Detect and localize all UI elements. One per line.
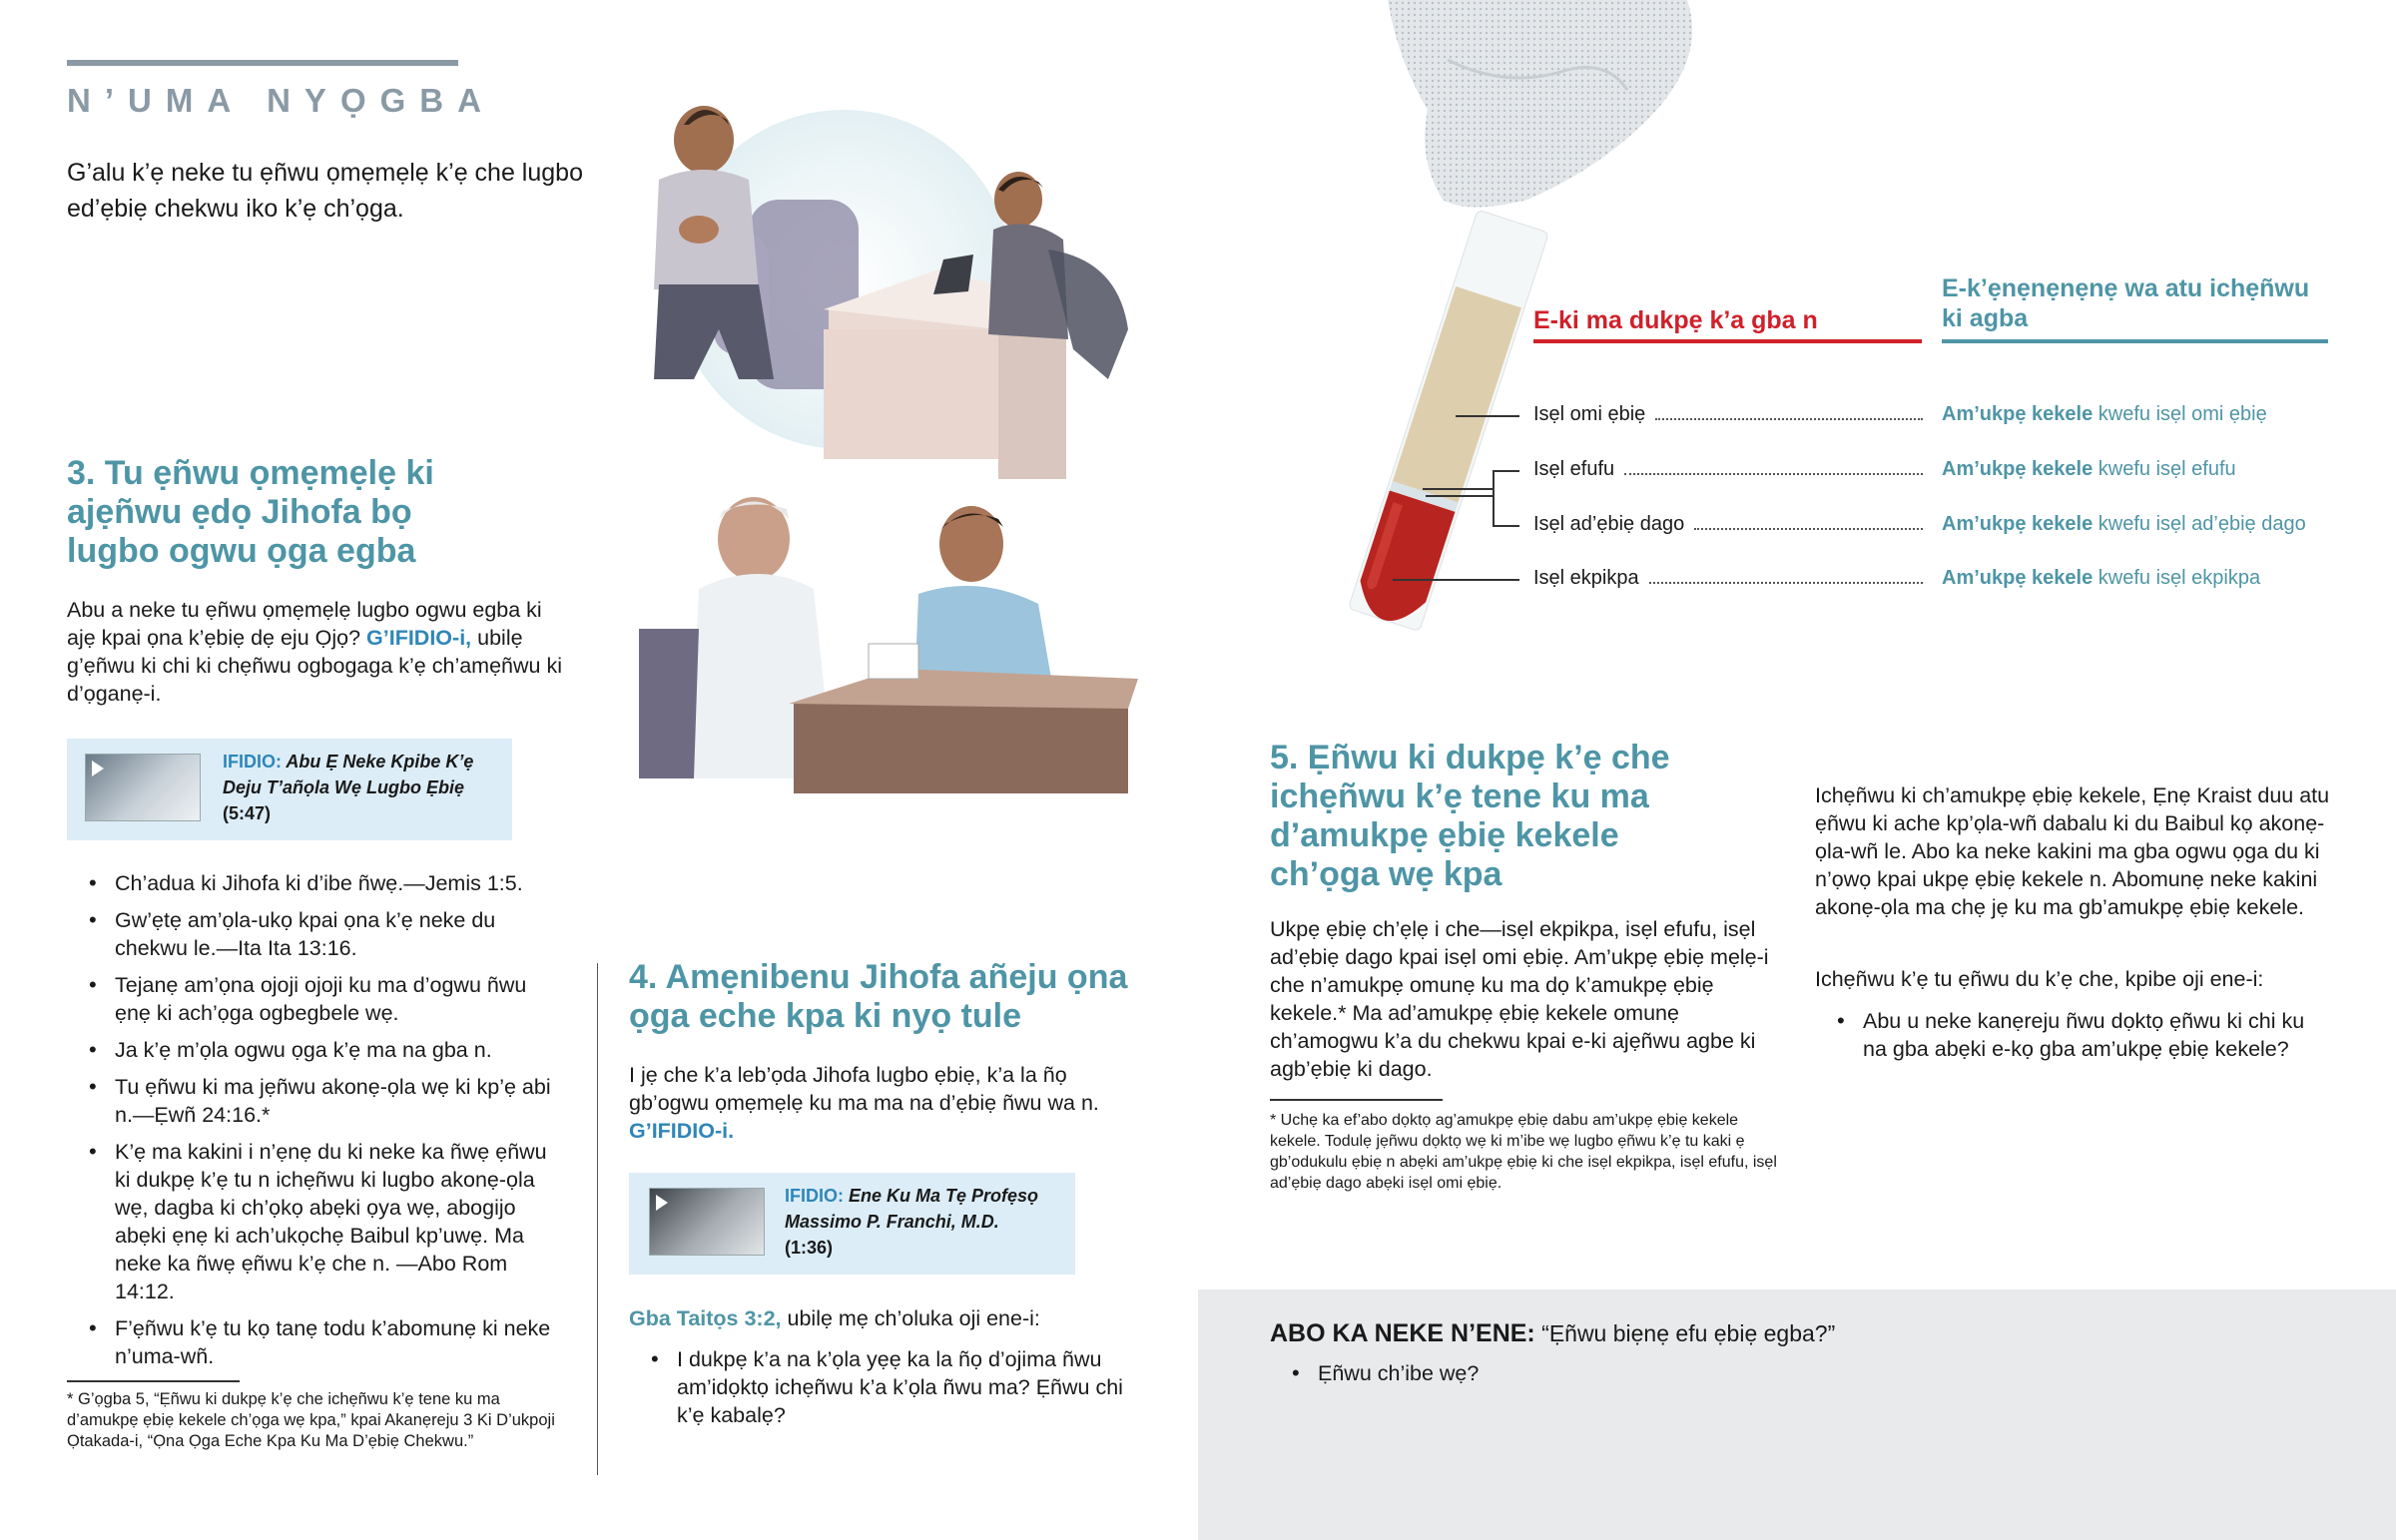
section-4-paragraph: [629, 1061, 1148, 1145]
section-3-paragraph: [67, 596, 566, 708]
discussion-text: “Ẹñwu biẹnẹ efu ẹbiẹ egba?”: [1541, 1320, 1836, 1346]
component-label: Isẹl omi ẹbiẹ: [1533, 403, 1646, 425]
footnote-rule: [67, 1380, 240, 1382]
leader-line: [1493, 470, 1519, 472]
fraction-row: [1942, 401, 2267, 427]
section-5-bullets: [1815, 1007, 2314, 1072]
component-row: [1533, 456, 1923, 482]
leader-line: [1493, 525, 1519, 527]
fraction-text: kwefu isẹl ad’ẹbiẹ dago: [2097, 513, 2306, 535]
fraction-row: [1942, 456, 2236, 482]
list-item: • Ch’adua ki Jihofa ki d’ibe ñwẹ.—Jemis 1:5.: [67, 869, 566, 897]
section-5-paragraph: Ukpẹ ẹbiẹ ch’ẹlẹ i che—isẹl ekpikpa, isẹl efufu, isẹl ad’ẹbiẹ dago kpai isẹl omi ẹbiẹ. Am’ukpẹ ẹbiẹ mẹlẹ-i che n’amukpẹ omunẹ ku ma dọ k’amukpẹ ẹbiẹ kekele.* Ma ad’amukpẹ ẹbiẹ kekele omunẹ ch’amogwu k’a du chekwu kpai e-ki ajẹñwu agbe ki agb’ẹbiẹ ki dago.: [1270, 917, 1769, 1081]
list-item: • Abu u neke kanẹreju ñwu dọktọ ẹñwu ki chi ku na gba abẹki e-kọ gba am’ukpẹ ẹbiẹ kekele?: [1815, 1007, 2314, 1063]
fraction-text: kwefu isẹl omi ẹbiẹ: [2097, 403, 2267, 425]
section-5-paragraph-3: Ichẹñwu k’ẹ tu ẹñwu du k’ẹ che, kpibe oji ene-i:: [1815, 967, 2264, 991]
fraction-text: kwefu isẹl efufu: [2097, 458, 2236, 480]
component-row: [1533, 401, 1923, 427]
list-item: • F’ẹñwu k’ẹ tu kọ tanẹ todu k’abomunẹ ki neke n’uma-wñ.: [67, 1314, 566, 1370]
list-item: • Tu ẹñwu ki ma jẹñwu akonẹ-ọla wẹ ki kp’ẹ abi n.—Ẹwñ 24:16.*: [67, 1073, 566, 1129]
red-column-rule: [1533, 339, 1922, 343]
fraction-bold: Am’ukpẹ kekele: [1942, 458, 2094, 480]
list-item: • K’ẹ ma kakini i n’ẹnẹ du ki neke ka ñwẹ ẹñwu ki dukpẹ k’ẹ tu n ichẹñwu ki lugbo akonẹ-ọla wẹ, dagba ki ch’ọkọ abẹki ọya wẹ, abogijo abẹki ẹnẹ ki ach’ukọchẹ Baibul kp’uwẹ. Ma neke ka ñwẹ ẹñwu k’ẹ che n. —Abo Rom 14:12.: [67, 1138, 566, 1305]
fraction-bold: Am’ukpẹ kekele: [1942, 513, 2094, 535]
list-item: • Ja k’ẹ m’ọla ogwu ọga k’ẹ ma na gba n.: [67, 1036, 566, 1064]
component-label: Isẹl ekpikpa: [1533, 567, 1639, 589]
list-item: • Gw’ẹtẹ am’ọla-ukọ kpai ọna k’ẹ neke du chekwu le.—Ita Ita 13:16.: [67, 906, 566, 962]
video-title[interactable]: Abu Ẹ Neke Kpibe K’ẹ Deju T’añọla Wẹ Lugbo Ẹbiẹ: [223, 752, 474, 797]
video-card-2[interactable]: [629, 1173, 1075, 1275]
component-label: Isẹl efufu: [1533, 458, 1615, 480]
leader-line: [1423, 488, 1493, 490]
section-5-heading: 5. Ẹñwu ki dukpẹ k’ẹ che ichẹñwu k’ẹ tene ku ma d’amukpẹ ẹbiẹ kekele ch’ọga wẹ kpa: [1270, 739, 1670, 893]
component-row: [1533, 565, 1923, 591]
page-title: N’UMA NYỌGBA: [67, 82, 495, 119]
footnote-2: * Uchẹ ka ef’abo dọktọ ag’amukpẹ ẹbiẹ dabu am’ukpẹ ẹbiẹ kekele kekele. Todulẹ jẹñwu dọktọ wẹ ki m’ibe wẹ lugbo ẹñwu k’ẹ tu kaki ẹ gb’odukulu ẹbiẹ n abẹki am’ukpẹ ẹbiẹ ki che isẹl ekpikpa, isẹl efufu, isẹl ad’ẹbiẹ dago abẹki isẹl omi ẹbiẹ.: [1270, 1112, 1777, 1192]
video-label: IFIDIO:: [785, 1186, 844, 1206]
video-card-1[interactable]: [67, 739, 512, 840]
fraction-text: kwefu isẹl ekpikpa: [2097, 567, 2261, 589]
consultation-illustration: [599, 80, 1178, 838]
play-icon[interactable]: [92, 761, 104, 776]
component-row: [1533, 511, 1923, 537]
section-5-paragraph-2: Ichẹñwu ki ch’amukpẹ ẹbiẹ kekele, Ẹnẹ Kraist duu atu ẹñwu ki ache kp’ọla-wñ dabalu ki du Baibul kọ akonẹ-ọla-wñ le. Abo ka neke kakini ma gba ogwu ọga du ki n’ọwọ kpai ukpẹ ẹbiẹ kekele n. Abomunẹ neke kakini akonẹ-ọla ma chẹ jẹ ku ma gb’amukpẹ ẹbiẹ kekele.: [1815, 783, 2330, 919]
video-title[interactable]: Ene Ku Ma Tẹ Profẹsọ Massimo P. Franchi, M.D.: [785, 1186, 1039, 1232]
section-3-bullets: [67, 869, 566, 1379]
leader-line: [1456, 415, 1519, 417]
leader-line: [1393, 579, 1519, 581]
list-item: • Tejanẹ am’ọna ojoji ojoji ku ma d’ogwu ñwu ẹnẹ ki ach’ọga ogbegbele wẹ.: [67, 971, 566, 1027]
video-thumbnail[interactable]: [85, 754, 201, 821]
footnote-1: * G’ọgba 5, “Ẹñwu ki dukpẹ k’ẹ che ichẹñwu k’ẹ tene ku ma d’amukpẹ ẹbiẹ kekele ch’ọga wẹ kpa,” kpai Akanẹreju 3 Ki D’ukpoji Ọtakada-i, “Ọna Ọga Eche Kpa Ku Ma D’ẹbiẹ Chekwu.”: [67, 1390, 555, 1450]
scripture-instruction: ubilẹ mẹ ch’oluka oji ene-i:: [787, 1306, 1040, 1330]
video-info: [223, 749, 502, 826]
fraction-bold: Am’ukpẹ kekele: [1942, 403, 2094, 425]
fraction-row: [1942, 565, 2260, 591]
list-item: • I dukpẹ k’a na k’ọla yẹẹ ka la ñọ d’ojima ñwu am’idọktọ ichẹñwu k’a k’ọla ñwu ma? Ẹñwu chi k’ẹ kabalẹ?: [629, 1345, 1128, 1429]
column-heading-not-accepted: E-ki ma dukpẹ k’a gba n: [1533, 306, 1818, 334]
leader-line: [1426, 495, 1493, 497]
teal-column-rule: [1942, 339, 2328, 343]
video-duration: (5:47): [223, 803, 272, 823]
video-info: [785, 1183, 1064, 1261]
section-3-video-link[interactable]: G’IFIDIO-i,: [366, 626, 472, 650]
section-3-heading: 3. Tu ẹñwu ọmẹmẹlẹ ki ajẹñwu ẹdọ Jihofa bọ lugbo ogwu ọga egba: [67, 454, 434, 570]
column-heading-personal-decision: E-k’ẹnẹnẹnẹnẹ wa atu ichẹñwu ki agba: [1942, 274, 2310, 332]
footnote-rule: [1270, 1099, 1443, 1101]
leader-line: [1493, 470, 1495, 525]
column-divider: [597, 963, 598, 1475]
discussion-bullets: [1270, 1359, 1869, 1396]
scripture-reference: [629, 1304, 1148, 1332]
fraction-bold: Am’ukpẹ kekele: [1942, 567, 2094, 589]
component-label: Isẹl ad’ẹbiẹ dago: [1533, 513, 1685, 535]
header-rule: [67, 60, 458, 66]
scripture-link[interactable]: Gba Taitọs 3:2,: [629, 1306, 782, 1330]
intro-text: G’alu k’ẹ neke tu ẹñwu ọmẹmẹlẹ k’ẹ che lugbo ed’ẹbiẹ chekwu iko k’ẹ ch’ọga.: [67, 159, 583, 223]
section-3-text: Abu a neke tu ẹñwu ọmẹmẹlẹ lugbo ogwu egba ki ajẹ kpai ọna k’ẹbiẹ dẹ eju Ọjọ?: [67, 598, 542, 650]
discussion-question: [1270, 1316, 1835, 1350]
section-4-bullets: [629, 1345, 1128, 1438]
video-thumbnail[interactable]: [649, 1188, 765, 1256]
play-icon[interactable]: [656, 1195, 668, 1211]
section-4-video-link[interactable]: G’IFIDIO-i.: [629, 1119, 735, 1143]
fraction-row: [1942, 511, 2306, 537]
section-3-text-rest: ubilẹ g’ẹñwu ki chi ki chẹñwu ogbogaga k’ẹ ch’amẹñwu ki d’ọganẹ-i.: [67, 626, 562, 706]
list-item: • Ẹñwu ch’ibe wẹ?: [1270, 1359, 1869, 1387]
video-label: IFIDIO:: [223, 752, 282, 771]
discussion-label: ABO KA NEKE N’ENE:: [1270, 1319, 1535, 1347]
section-4-heading: 4. Amẹnibenu Jihofa añeju ọna ọga eche kpa ki nyọ tule: [629, 958, 1128, 1035]
section-4-text: I jẹ che k’a leb’ọda Jihofa lugbo ẹbiẹ, k’a la ñọ gb’ogwu ọmẹmẹlẹ ku ma ma na d’ẹbiẹ ñwu wa n.: [629, 1063, 1099, 1115]
video-duration: (1:36): [785, 1238, 834, 1258]
